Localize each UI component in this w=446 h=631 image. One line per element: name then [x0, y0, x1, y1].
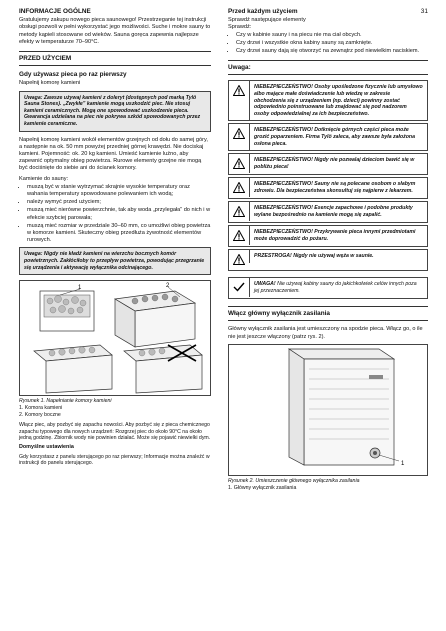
- first-use-title: Gdy używasz pieca po raz pierwszy: [19, 71, 127, 79]
- check-icon: [233, 282, 245, 292]
- heater-illustration: [20, 281, 210, 395]
- figure-1-legend: [19, 405, 211, 418]
- heater-bottom-illustration: [229, 345, 427, 475]
- stones-list: [19, 184, 211, 245]
- stones-note-box: Uwaga: Zawsze używaj kamieni z doleryt (dostępnych pod marką Tylö Sauna Stones). „Zwykłe” kamienie mogą uszkodzić piec. Nie stosuj kamieni ceramicznych. Mogą one spowodować uszkodzenie pieca. Gwarancja udzielana na piec nie pokrywa szkód spowodowanych przez kamienie ceramiczne.: [19, 91, 211, 132]
- left-column: [19, 8, 211, 469]
- uwaga-title: Uwaga:: [228, 60, 428, 75]
- after-text: Włącz piec, aby pozbyć się zapachu nowości. Aby pozbyć się z pieca chemicznego zapachu typowego dla nowych urządzeń: Rozgrzej piec do około 90°C na około jedną godzinę. Zbiornik wody nie powinien działać. Może się pojawić niewielki dym.: [19, 422, 211, 442]
- warning-row: [228, 123, 428, 151]
- before-each-title: Przed każdym użyciem: [228, 8, 298, 15]
- warning-text: NIEBEZPIECZEŃSTWO! Osoby upośledzone fizycznie lub umysłowo albo mające małe doświadczenie lub wiedzę w zakresie obchodzenia się z urządzeniem (np. dzieci) powinny zostać odpowiednio poinstruowane lub znajdować się pod nadzorem osoby odpowiedzialnej za ich bezpieczeństwo.: [249, 81, 427, 120]
- warning-triangle-icon: [233, 158, 245, 169]
- checks-list: [228, 32, 428, 56]
- before-use-title: PRZED UŻYCIEM: [19, 51, 211, 66]
- warning-triangle-icon: [233, 230, 245, 241]
- list-item: 2. Komory boczne: [19, 411, 61, 418]
- first-use-line: Napełnij komorę kamieni: [19, 80, 81, 87]
- note-row: [228, 277, 428, 299]
- warning-row: [228, 201, 428, 223]
- warning-triangle-icon: [233, 206, 245, 217]
- warning-text: NIEBEZPIECZEŃSTWO! Nigdy nie pozwalaj dzieciom bawić się w pobliżu pieca!: [249, 154, 427, 173]
- general-title: INFORMACJE OGÓLNE: [19, 8, 91, 15]
- note-bold: UWAGA!: [254, 281, 276, 288]
- warning-text: NIEBEZPIECZEŃSTWO! Esencje zapachowe i podobne produkty wylane bezpośrednio na kamienie mogą się zapalić.: [249, 202, 427, 221]
- list-item: • muszą być w stanie wytrzymać skrajnie wysokie temperatury oraz wahania temperatury spowodowane polewaniem ich wodą;: [27, 184, 211, 198]
- figure-2-caption: Rysunek 2. Umieszczenie głównego wyłącznika zasilania: [228, 477, 360, 484]
- general-text: Gratulujemy zakupu nowego pieca saunowego! Przestrzeganie tej instrukcji obsługi pozwoli w pełni wykorzystać jego możliwości. Suche i mokre sauny to metody kąpieli stosowane od wieków. Sauna goręca zapewnia najlepsze efekty w temperaturze 70–90°C.: [19, 17, 211, 45]
- figure-label-2: 2: [166, 283, 170, 290]
- figure-2-legend-item: 1. Główny wyłącznik zasilania: [228, 484, 297, 491]
- list-item: • Czy drzwi i wszystkie okna kabiny sauny są zamknięte.: [236, 40, 428, 47]
- warning-row: [228, 177, 428, 199]
- warning-row: [228, 249, 428, 271]
- switch-title: Włącz główny wyłącznik zasilania: [228, 306, 428, 321]
- note-text: [249, 278, 427, 297]
- figure-2-heater-switch: [228, 344, 428, 476]
- stones-title: Kamienie do sauny:: [19, 175, 69, 182]
- defaults-title: Domyślne ustawienia: [19, 444, 74, 451]
- list-item: • należy wymyć przed użyciem;: [27, 199, 211, 206]
- list-item: • Czy drzwi sauny dają się otworzyć na zewnątrz pod niewielkim naciskiem.: [236, 48, 428, 55]
- note-rest: Nie używaj kabiny sauny do jakichkolwiek celów innych poza jej przeznaczeniem.: [254, 281, 417, 294]
- before-each-line2: Sprawdź:: [228, 24, 252, 31]
- warning-triangle-icon: [233, 254, 245, 265]
- warning-row: [228, 225, 428, 247]
- warning-row: [228, 80, 428, 121]
- list-item: • Czy w kabinie sauny i na piecu nie ma ciał obcych.: [236, 32, 428, 39]
- warning-row: [228, 153, 428, 175]
- figure-1-caption: Rysunek 1. Napełnianie komory kamieni: [19, 398, 112, 405]
- figure-label-1: 1: [78, 285, 82, 292]
- caution-text: PRZESTROGA! Nigdy nie używaj węża w saunie.: [249, 250, 427, 263]
- right-column: [228, 8, 428, 491]
- warning-text: NIEBEZPIECZEŃSTWO! Przykrywanie pieca innymi przedmiotami może doprowadzić do pożaru.: [249, 226, 427, 245]
- warning-triangle-icon: [233, 85, 245, 96]
- defaults-text: Gdy korzystasz z panelu sterującego po raz pierwszy; Informacje można znaleźć w instrukcji do panelu sterującego.: [19, 453, 210, 467]
- before-each-line1: Sprawdź następujące elementy: [228, 17, 306, 24]
- figure-1-heater-stones: [19, 280, 211, 396]
- warning-text: NIEBEZPIECZEŃSTWO! Dotknięcie górnych części pieca może grozić poparzeniem. Firma Tylö zaleca, aby zawsze była założona osłona pieca.: [249, 124, 427, 150]
- warning-text: NIEBEZPIECZEŃSTWO! Sauny nie są polecane osobom o słabym zdrowiu. Dla bezpieczeństwa skonsultuj się najpierw z lekarzem.: [249, 178, 427, 197]
- warning-triangle-icon: [233, 128, 245, 139]
- list-item: • muszą mieć nierówne powierzchnie, tak aby woda „przylegała” do nich i w efekcie szybciej parowała;: [27, 207, 211, 221]
- figure-2-label: 1: [401, 460, 405, 467]
- list-item: 1. Komora kamieni: [19, 405, 63, 412]
- warning-triangle-icon: [233, 182, 245, 193]
- switch-text: Główny wyłącznik zasilania jest umieszczony na spodzie pieca. Włącz go, o ile nie jest jeszcze włączony (patrz rys. 2).: [228, 326, 423, 340]
- page-number: 31: [420, 8, 428, 15]
- fill-text: Napełnij komorę kamieni wokół elementów grzejnych od dołu do samej góry, a następnie na ok. 50 mm powyżej przedniej górnej krawędzi. Nie dociskaj kamieni. Pojemność: ok. 20 kg kamieni. Umieść kamienie luźno, aby zapewnić optymalny obieg powietrza. Rurowe elementy grzejne nie mogą być dociśnięte do siebie ani do ścianek komory.: [19, 136, 208, 172]
- list-item: • muszą mieć rozmiar w przedziale 30–60 mm, co umożliwi obieg powietrza w komorze kamieni. Skuteczny obieg przedłuża żywotność elementów rurowych.: [27, 223, 211, 245]
- side-chamber-note-box: Uwaga: Nigdy nie kładź kamieni na wierzchu bocznych komór powietrznych. Zakłóciłoby to przepływ powietrza, powodując przegrzanie się urządzenia i aktywację wyłącznika odcinającego.: [19, 247, 211, 275]
